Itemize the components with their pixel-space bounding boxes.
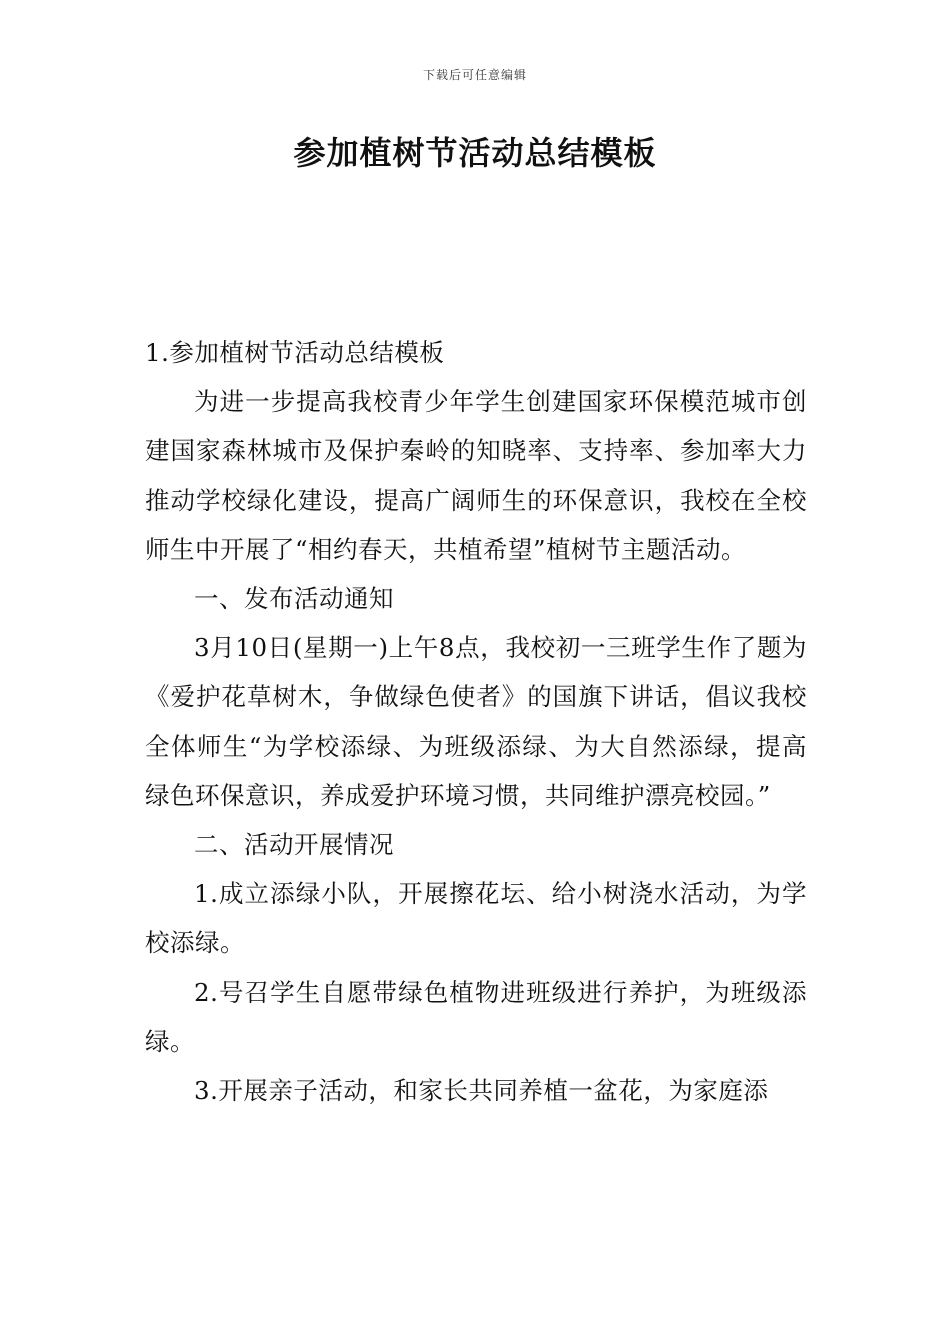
list-item-activity-1: 1.成立添绿小队，开展擦花坛、给小树浇水活动，为学校添绿。	[145, 879, 807, 958]
document-body	[145, 328, 807, 1115]
paragraph-heading: 1.参加植树节活动总结模板	[145, 338, 445, 367]
section-heading-activities: 二、活动开展情况	[194, 830, 394, 860]
section-heading-notice: 一、发布活动通知	[194, 584, 394, 614]
paragraph-notice: 3月10日(星期一)上午8点，我校初一三班学生作了题为《爱护花草树木，争做绿色使者》的国旗下讲话，倡议我校全体师生“为学校添绿、为班级添绿、为大自然添绿，提高绿色环保意识，养成爱护环境习惯，共同维护漂亮校园。”	[145, 633, 807, 810]
list-item-activity-3: 3.开展亲子活动，和家长共同养植一盆花，为家庭添	[194, 1076, 769, 1106]
list-item-activity-2: 2.号召学生自愿带绿色植物进班级进行养护，为班级添绿。	[145, 977, 807, 1056]
header-note: 下载后可任意编辑	[422, 68, 527, 82]
paragraph-intro: 为进一步提高我校青少年学生创建国家环保模范城市创建国家森林城市及保护秦岭的知晓率、支持率、参加率大力推动学校绿化建设，提高广阔师生的环保意识，我校在全校师生中开展了“相约春天，共植希望”植树节主题活动。	[145, 387, 807, 564]
document-title: 参加植树节活动总结模板	[293, 134, 657, 172]
